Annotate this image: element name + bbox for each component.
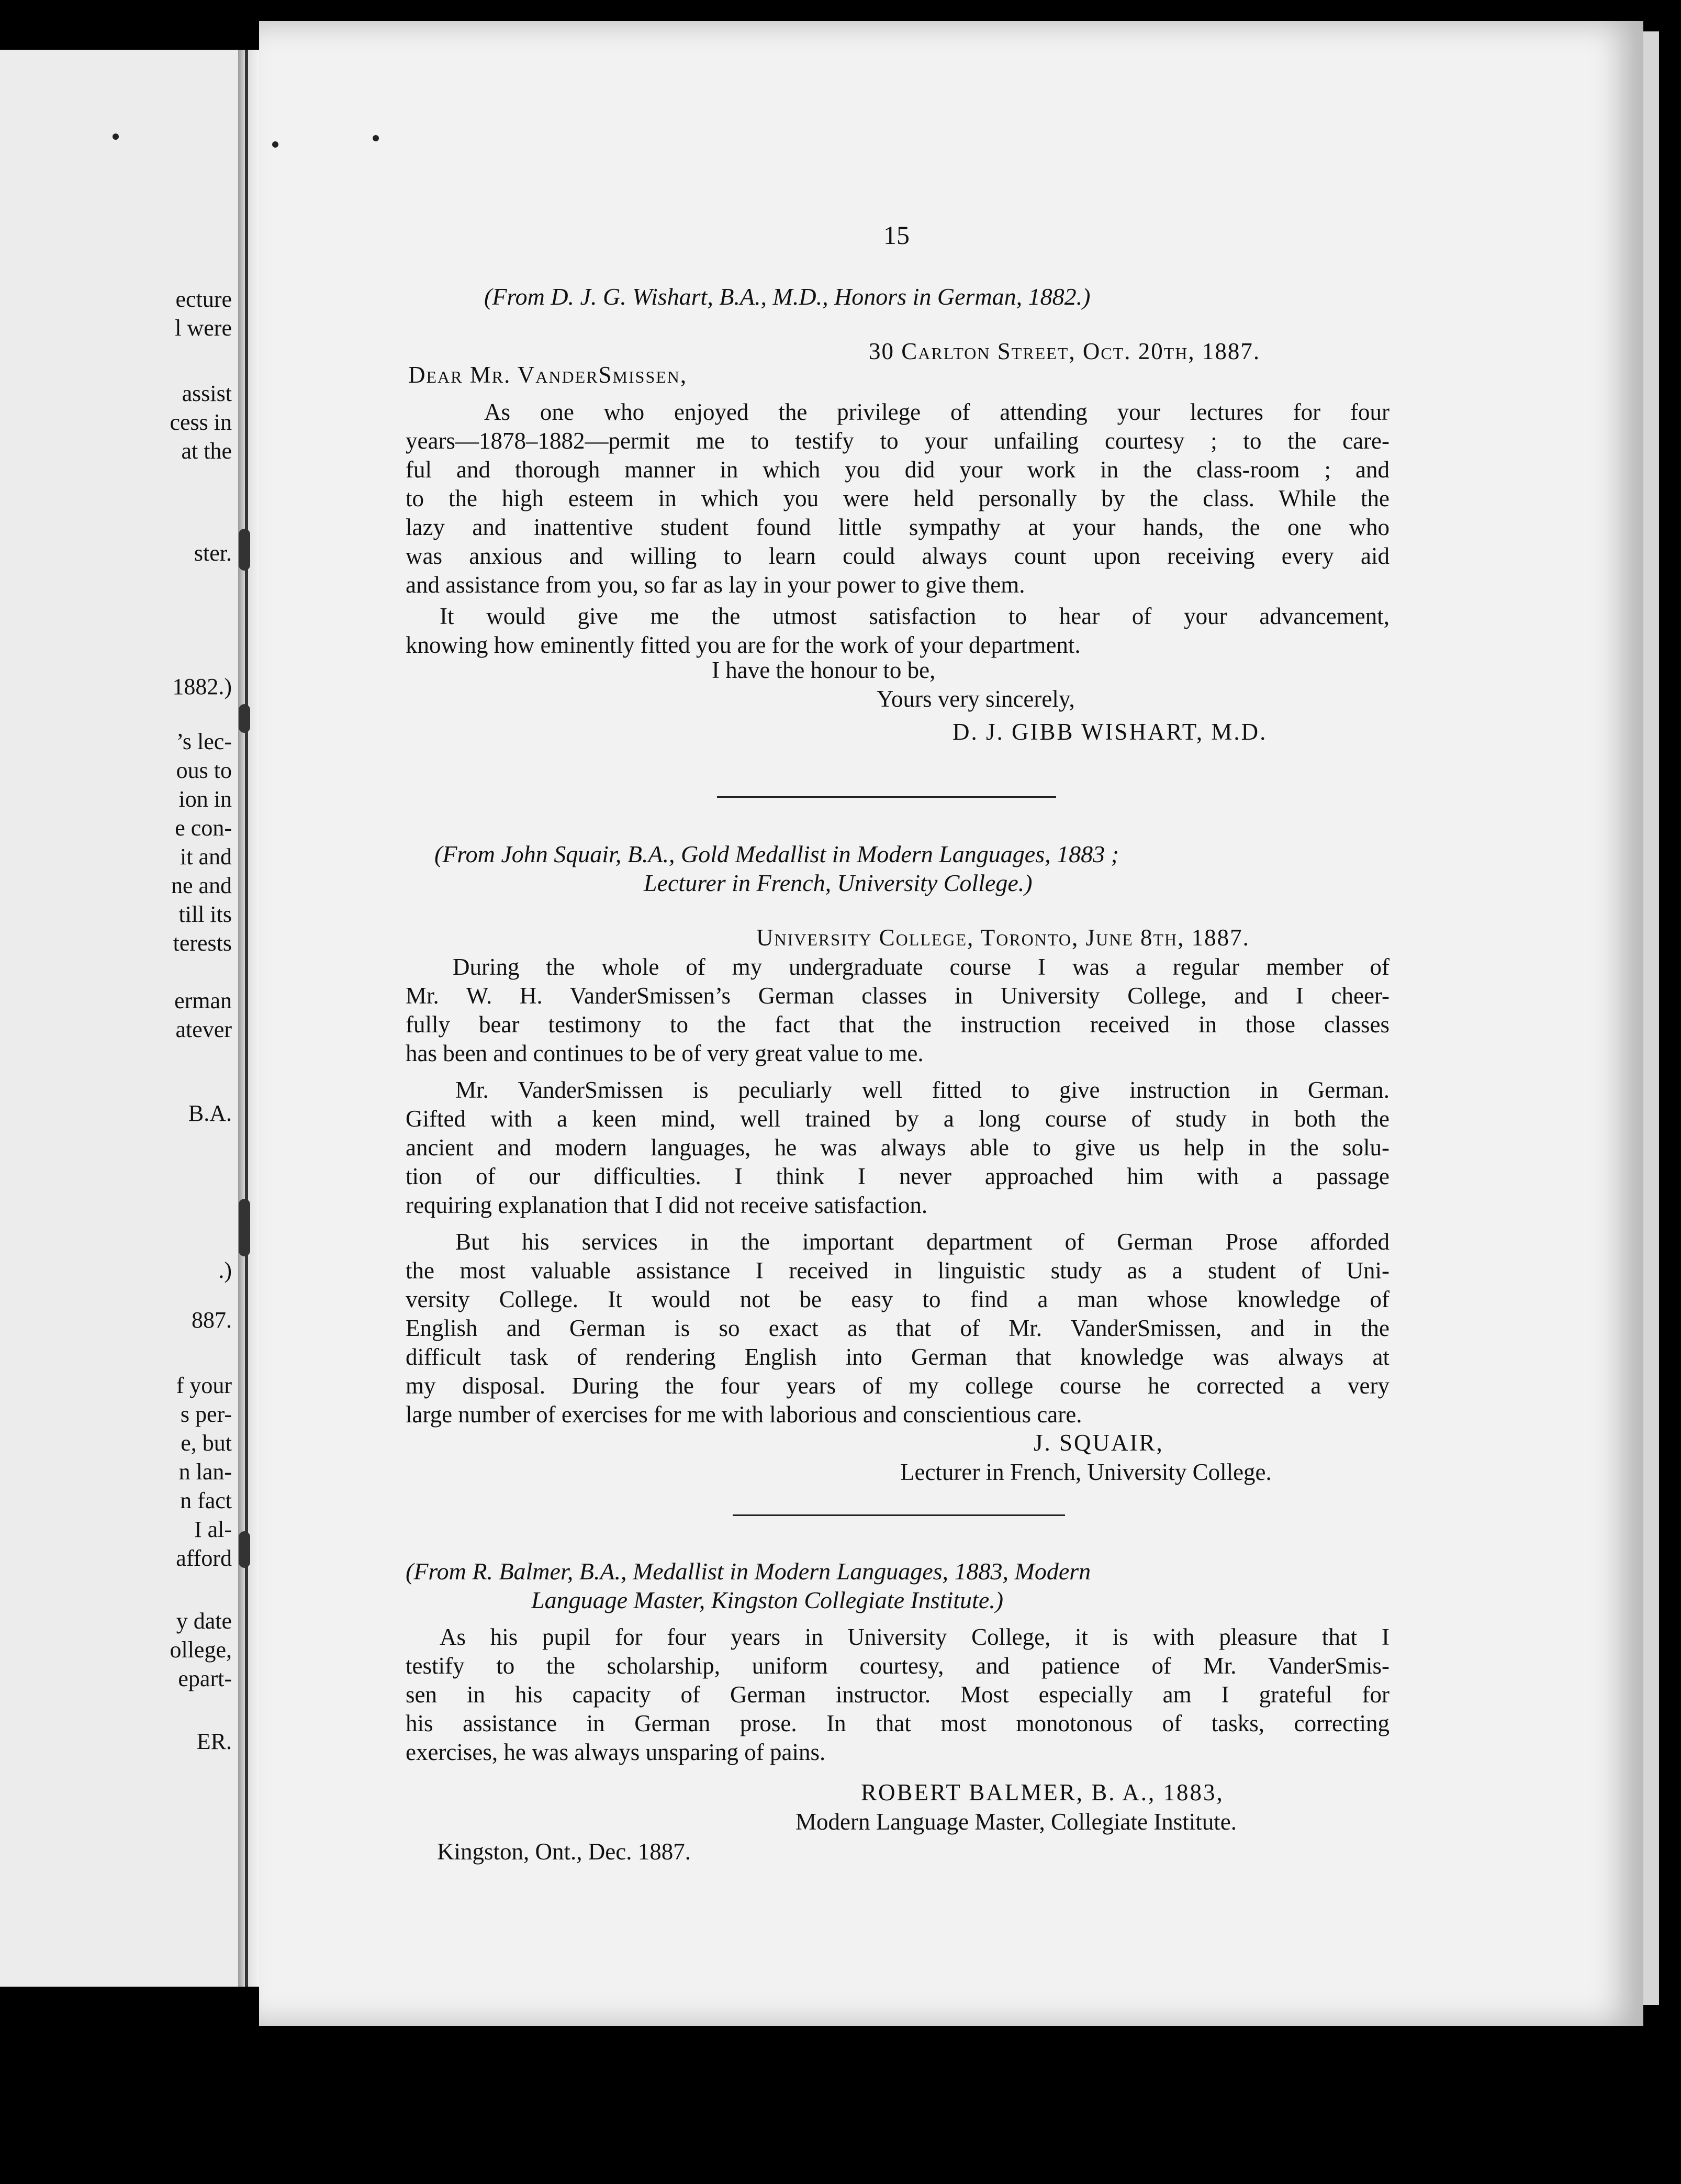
page-number: 15	[883, 220, 910, 250]
text-line: tion of our difficulties. I think I never approached him with a passage	[406, 1163, 1389, 1189]
letter2-paragraph2	[406, 1076, 1389, 1220]
binding-clip	[239, 529, 250, 571]
speck	[113, 133, 119, 140]
text-line: During the whole of my undergraduate course I was a regular member of	[453, 954, 1389, 980]
left-page-text-fragment: afford	[176, 1545, 232, 1571]
left-page-text-fragment: f your	[176, 1373, 232, 1398]
text-line: to the high esteem in which you were held personally by the class. While the	[406, 485, 1389, 511]
left-page-text-fragment: atever	[175, 1017, 232, 1042]
text-line: testify to the scholarship, uniform courtesy, and patience of Mr. VanderSmis-	[406, 1653, 1389, 1679]
text-line: sen in his capacity of German instructor. Most especially am I grateful for	[406, 1681, 1389, 1708]
left-page-text-fragment: it and	[180, 844, 232, 870]
letter1-signature: D. J. GIBB WISHART, M.D.	[952, 719, 1268, 745]
letter3-place-date: Kingston, Ont., Dec. 1887.	[437, 1838, 691, 1865]
left-page-text-fragment: ion in	[178, 786, 232, 812]
left-page-text-fragment: e, but	[181, 1430, 232, 1456]
text-line: ful and thorough manner in which you did your work in the class-room ; and	[406, 456, 1389, 483]
letter1-heading: (From D. J. G. Wishart, B.A., M.D., Honors in German, 1882.)	[484, 283, 1091, 310]
left-page-text-fragment: n fact	[180, 1488, 232, 1513]
left-page-text-fragment: 887.	[192, 1307, 232, 1333]
text-line: versity College. It would not be easy to find a man whose knowledge of	[406, 1286, 1389, 1312]
text-line-last: knowing how eminently fitted you are for the work of your department.	[406, 632, 1081, 658]
letter1-address: 30 Carlton Street, Oct. 20th, 1887.	[869, 338, 1261, 364]
letter3-heading-line2: Language Master, Kingston Collegiate Institute.)	[531, 1587, 1004, 1613]
left-page-text-fragment: ous to	[176, 757, 232, 783]
left-page-text-fragment: terests	[173, 930, 232, 956]
letter1-salutation: Dear Mr. VanderSmissen,	[408, 362, 688, 388]
left-page-text-fragment: till its	[178, 901, 232, 927]
letter2-address: University College, Toronto, June 8th, 1887.	[756, 924, 1250, 951]
left-page-text-fragment: n lan-	[178, 1459, 232, 1485]
text-line: But his services in the important department of German Prose afforded	[455, 1229, 1389, 1255]
letter2-heading-line1: (From John Squair, B.A., Gold Medallist in Modern Languages, 1883 ;	[434, 841, 1119, 867]
gutter-binding-line	[245, 50, 248, 1987]
letter1-paragraph2	[406, 602, 1389, 660]
left-page-text-fragment: erman	[174, 988, 232, 1013]
text-line: difficult task of rendering English into German that knowledge was always at	[406, 1344, 1389, 1370]
letter1-paragraph1	[406, 398, 1389, 599]
text-line: fully bear testimony to the fact that the instruction received in those classes	[406, 1011, 1389, 1038]
letter1-closing-honour: I have the honour to be,	[712, 657, 936, 683]
left-page-fragment	[0, 50, 238, 1987]
letter2-signature-title: Lecturer in French, University College.	[900, 1459, 1272, 1485]
text-line: lazy and inattentive student found little sympathy at your hands, the one who	[406, 514, 1389, 540]
text-line-last: and assistance from you, so far as lay in your power to give them.	[406, 572, 1025, 598]
letter2-signature: J. SQUAIR,	[1034, 1430, 1164, 1456]
speck	[373, 135, 379, 141]
text-line: his assistance in German prose. In that most monotonous of tasks, correcting	[406, 1710, 1389, 1736]
left-page-text-fragment: ster.	[194, 540, 232, 566]
left-page-text-fragment: ’s lec-	[176, 729, 232, 754]
text-line-last: large number of exercises for me with laborious and conscientious care.	[406, 1401, 1082, 1428]
section-divider	[733, 1514, 1065, 1516]
letter3-signature: ROBERT BALMER, B. A., 1883,	[861, 1779, 1224, 1806]
left-page-text-fragment: ne and	[171, 873, 232, 898]
left-page-text-fragment: at the	[181, 438, 232, 464]
text-line: was anxious and willing to learn could always count upon receiving every aid	[406, 543, 1389, 569]
text-line: Gifted with a keen mind, well trained by a long course of study in both the	[406, 1106, 1389, 1132]
page-edge	[1643, 31, 1659, 2005]
text-line-last: requiring explanation that I did not receive satisfaction.	[406, 1192, 928, 1218]
letter2-paragraph1	[406, 953, 1389, 1068]
letter2-heading-line2: Lecturer in French, University College.)	[644, 870, 1033, 896]
binding-clip	[239, 1531, 250, 1568]
left-page-text-fragment: epart-	[178, 1666, 232, 1691]
left-page-text-fragment: ER.	[196, 1729, 232, 1754]
section-divider	[717, 796, 1056, 798]
text-line: English and German is so exact as that of Mr. VanderSmissen, and in the	[406, 1315, 1389, 1341]
letter3-paragraph1	[406, 1623, 1389, 1767]
letter1-closing-sincerely: Yours very sincerely,	[877, 686, 1075, 712]
text-line-last: has been and continues to be of very great value to me.	[406, 1040, 924, 1066]
binding-clip	[239, 1199, 250, 1256]
left-page-text-fragment: s per-	[180, 1401, 232, 1427]
left-page-text-fragment: assist	[182, 381, 232, 406]
text-line: ancient and modern languages, he was always able to give us help in the solu-	[406, 1134, 1389, 1161]
left-page-text-fragment: I al-	[194, 1517, 232, 1542]
binding-clip	[239, 704, 250, 733]
left-page-text-fragment: .)	[218, 1257, 232, 1283]
text-line-last: exercises, he was always unsparing of pains.	[406, 1739, 826, 1765]
left-page-text-fragment: e con-	[175, 815, 232, 841]
left-page-text-fragment: 1882.)	[172, 674, 232, 699]
text-line: As his pupil for four years in University College, it is with pleasure that I	[440, 1624, 1389, 1650]
letter3-signature-title: Modern Language Master, Collegiate Institute.	[795, 1809, 1237, 1835]
left-page-text-fragment: ollege,	[170, 1637, 232, 1663]
text-line: my disposal. During the four years of my college course he corrected a very	[406, 1373, 1389, 1399]
text-line: years—1878–1882—permit me to testify to your unfailing courtesy ; to the care-	[406, 428, 1389, 454]
text-line: Mr. VanderSmissen is peculiarly well fitted to give instruction in German.	[455, 1077, 1389, 1103]
left-page-text-fragment: l were	[175, 315, 232, 341]
left-page-text-fragment: cess in	[170, 409, 232, 435]
page-gutter	[238, 50, 259, 1987]
left-page-text-fragment: y date	[176, 1608, 232, 1634]
left-page-text-fragment: B.A.	[188, 1100, 232, 1126]
left-page-text-fragment: ecture	[175, 286, 232, 312]
text-line: It would give me the utmost satisfaction to hear of your advancement,	[440, 603, 1389, 629]
letter3-heading-line1: (From R. Balmer, B.A., Medallist in Modern Languages, 1883, Modern	[406, 1558, 1091, 1585]
text-line: the most valuable assistance I received in linguistic study as a student of Uni-	[406, 1257, 1389, 1284]
letter2-paragraph3	[406, 1228, 1389, 1429]
text-line: As one who enjoyed the privilege of attending your lectures for four	[484, 399, 1389, 425]
speck	[272, 141, 278, 148]
text-line: Mr. W. H. VanderSmissen’s German classes in University College, and I cheer-	[406, 983, 1389, 1009]
